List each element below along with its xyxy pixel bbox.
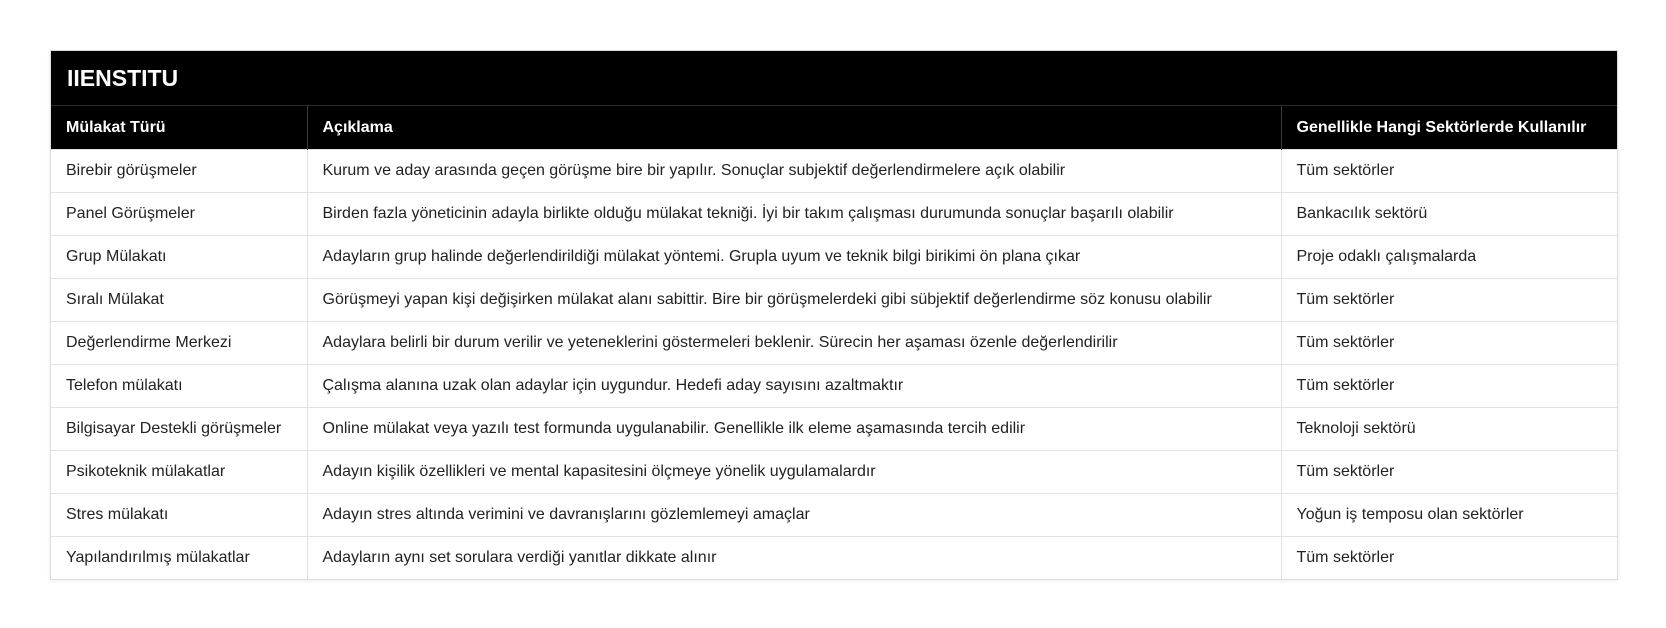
table-row xyxy=(51,150,1617,193)
table-row xyxy=(51,408,1617,451)
cell-description: Kurum ve aday arasında geçen görüşme bire bir yapılır. Sonuçlar subjektif değerlendirmelere açık olabilir xyxy=(307,150,1281,193)
cell-interview-type: Bilgisayar Destekli görüşmeler xyxy=(51,408,307,451)
table-header-row xyxy=(51,106,1617,150)
header-interview-type: Mülakat Türü xyxy=(51,106,307,150)
header-sectors: Genellikle Hangi Sektörlerde Kullanılır xyxy=(1281,106,1617,150)
table-row xyxy=(51,451,1617,494)
cell-interview-type: Panel Görüşmeler xyxy=(51,193,307,236)
cell-description: Adayların grup halinde değerlendirildiği mülakat yöntemi. Grupla uyum ve teknik bilgi birikimi ön plana çıkar xyxy=(307,236,1281,279)
cell-description: Adaylara belirli bir durum verilir ve yeteneklerini göstermeleri beklenir. Sürecin her aşaması özenle değerlendirilir xyxy=(307,322,1281,365)
table-row xyxy=(51,193,1617,236)
table-row xyxy=(51,537,1617,580)
cell-sectors: Teknoloji sektörü xyxy=(1281,408,1617,451)
cell-description: Adayın stres altında verimini ve davranışlarını gözlemlemeyi amaçlar xyxy=(307,494,1281,537)
cell-interview-type: Stres mülakatı xyxy=(51,494,307,537)
table-row xyxy=(51,494,1617,537)
cell-description: Görüşmeyi yapan kişi değişirken mülakat alanı sabittir. Bire bir görüşmelerdeki gibi sübjektif değerlendirme söz konusu olabilir xyxy=(307,279,1281,322)
table-row xyxy=(51,322,1617,365)
cell-interview-type: Grup Mülakatı xyxy=(51,236,307,279)
cell-sectors: Tüm sektörler xyxy=(1281,322,1617,365)
interview-types-table xyxy=(51,105,1617,579)
cell-interview-type: Yapılandırılmış mülakatlar xyxy=(51,537,307,580)
cell-sectors: Tüm sektörler xyxy=(1281,279,1617,322)
cell-description: Online mülakat veya yazılı test formunda uygulanabilir. Genellikle ilk eleme aşamasında tercih edilir xyxy=(307,408,1281,451)
cell-description: Adayın kişilik özellikleri ve mental kapasitesini ölçmeye yönelik uygulamalardır xyxy=(307,451,1281,494)
cell-sectors: Tüm sektörler xyxy=(1281,451,1617,494)
table-row xyxy=(51,365,1617,408)
cell-interview-type: Değerlendirme Merkezi xyxy=(51,322,307,365)
cell-interview-type: Telefon mülakatı xyxy=(51,365,307,408)
table-row xyxy=(51,279,1617,322)
cell-sectors: Tüm sektörler xyxy=(1281,537,1617,580)
cell-description: Adayların aynı set sorulara verdiği yanıtlar dikkate alınır xyxy=(307,537,1281,580)
cell-sectors: Proje odaklı çalışmalarda xyxy=(1281,236,1617,279)
cell-sectors: Bankacılık sektörü xyxy=(1281,193,1617,236)
header-description: Açıklama xyxy=(307,106,1281,150)
cell-interview-type: Sıralı Mülakat xyxy=(51,279,307,322)
cell-sectors: Tüm sektörler xyxy=(1281,150,1617,193)
cell-description: Çalışma alanına uzak olan adaylar için uygundur. Hedefi aday sayısını azaltmaktır xyxy=(307,365,1281,408)
cell-interview-type: Birebir görüşmeler xyxy=(51,150,307,193)
interview-types-table-card xyxy=(50,50,1618,580)
cell-description: Birden fazla yöneticinin adayla birlikte olduğu mülakat tekniği. İyi bir takım çalışması durumunda sonuçlar başarılı olabilir xyxy=(307,193,1281,236)
cell-interview-type: Psikoteknik mülakatlar xyxy=(51,451,307,494)
table-row xyxy=(51,236,1617,279)
cell-sectors: Yoğun iş temposu olan sektörler xyxy=(1281,494,1617,537)
brand-title: IIENSTITU xyxy=(51,51,1617,105)
cell-sectors: Tüm sektörler xyxy=(1281,365,1617,408)
